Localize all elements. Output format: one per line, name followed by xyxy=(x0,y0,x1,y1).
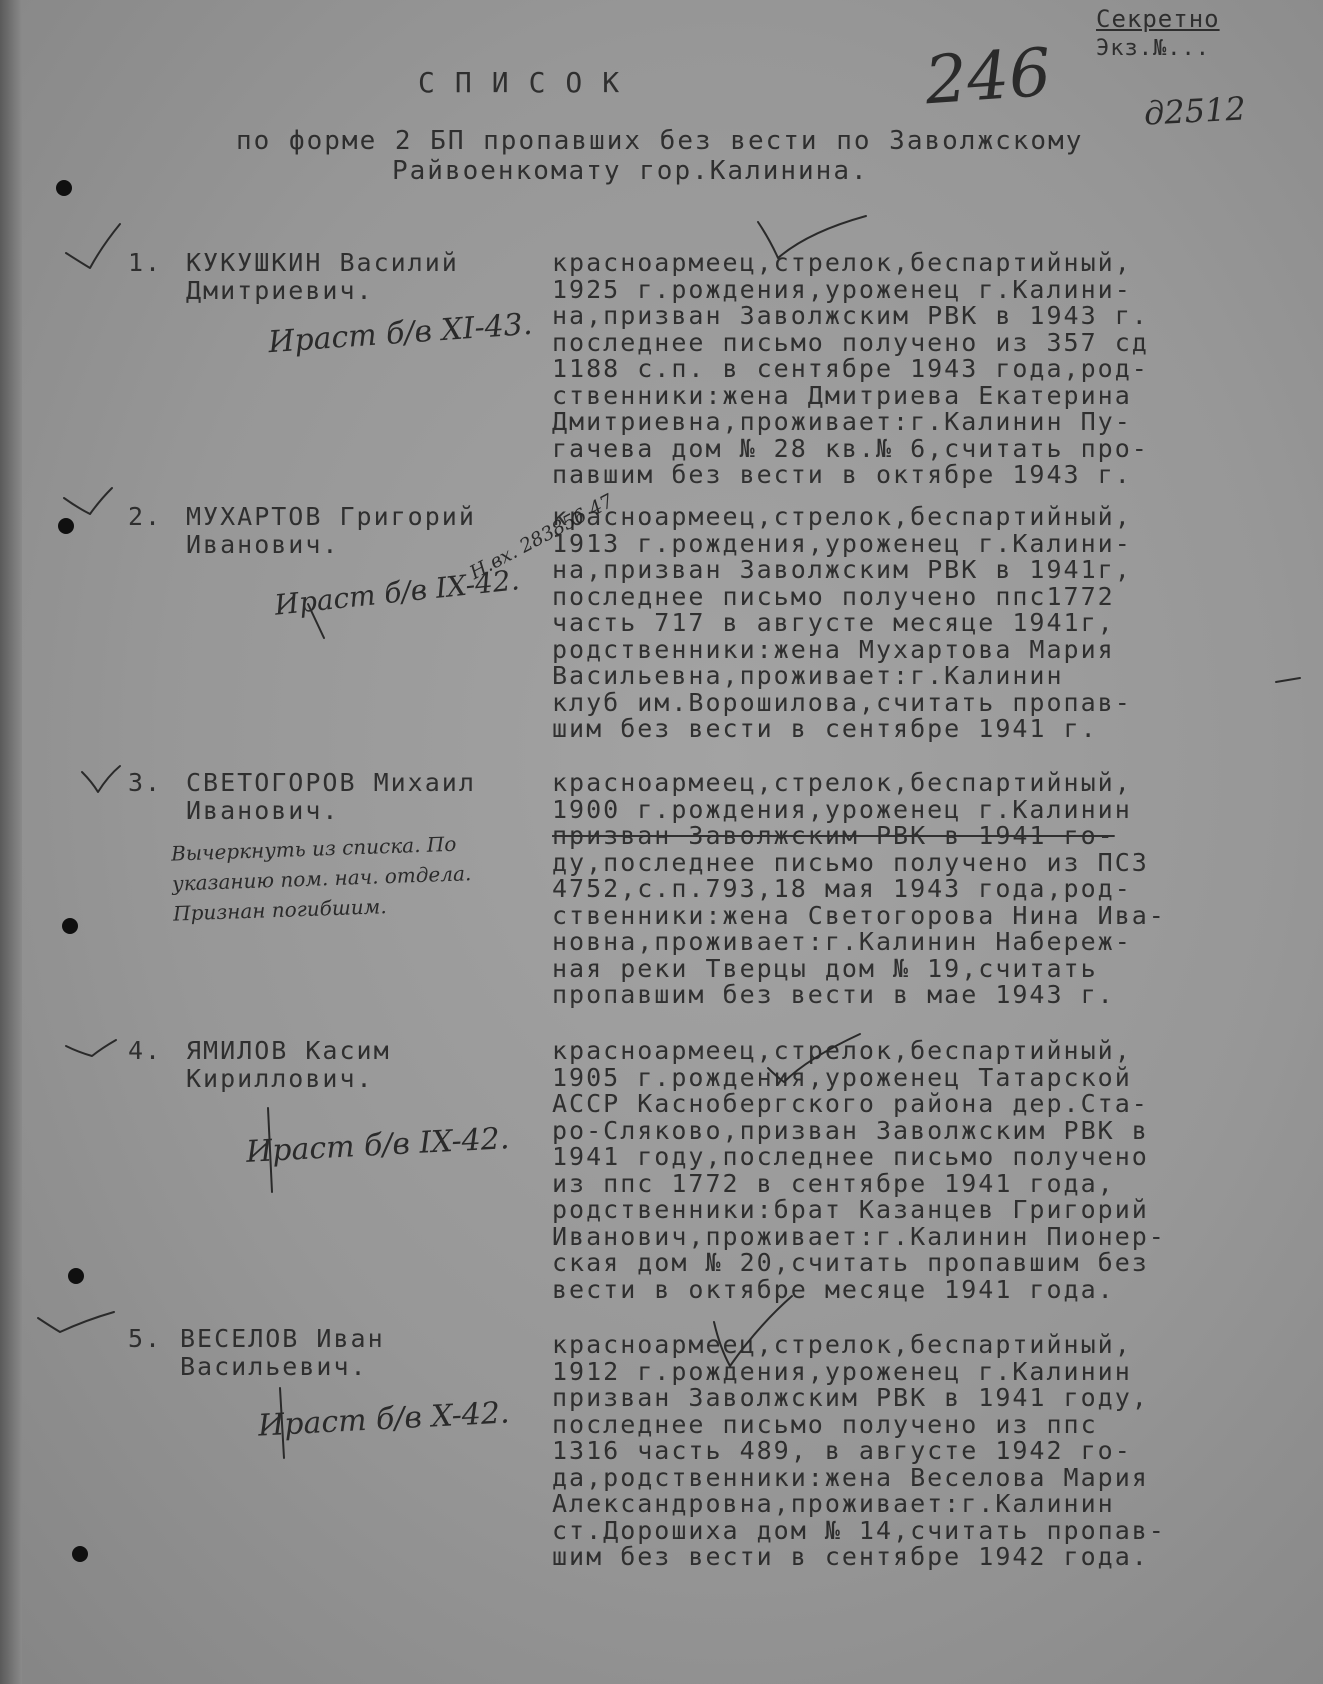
checkmark-icon xyxy=(66,224,120,268)
copy-number: Экз.№... xyxy=(1096,36,1210,61)
entry-details-line: на,призван Заволжским РВК в 1941г, xyxy=(552,555,1132,584)
document-subtitle-line-2: Райвоенкомату гор.Калинина. xyxy=(392,156,869,186)
entry-name-line-1: КУКУШКИН Василий xyxy=(186,248,459,277)
checkmark-icon xyxy=(66,1040,116,1056)
entry-details-line: из ппс 1772 в сентябре 1941 года, xyxy=(552,1168,1115,1198)
entry-name-line-1: МУХАРТОВ Григорий xyxy=(186,502,476,531)
entry-details-line: шим без вести в сентябре 1941 г. xyxy=(552,714,1098,743)
entry-details-line: ская дом № 20,считать пропавшим без xyxy=(552,1248,1149,1277)
handwritten-status-note: Ираст б/в XI-43. xyxy=(267,306,534,361)
entry-details-line: родственники:брат Казанцев Григорий xyxy=(552,1195,1149,1224)
entry-details-line: клуб им.Ворошилова,считать пропав- xyxy=(552,687,1132,717)
handwritten-annotation: Вычеркнуть из списка. По указанию пом. нач. отдела. Признан погибшим. xyxy=(170,831,472,926)
entry-details-line: гачева дом № 28 кв.№ 6,считать про- xyxy=(552,433,1149,463)
entry-details-line: 1941 году,последнее письмо получено xyxy=(552,1142,1149,1171)
entry-details-line: красноармеец,стрелок,беспартийный, xyxy=(552,248,1132,277)
entry-details-line: на,призван Заволжским РВК в 1943 г. xyxy=(552,301,1149,330)
entry-name-line-2: Иванович. xyxy=(186,530,340,559)
entry-details-line: красноармеец,стрелок,беспартийный, xyxy=(552,768,1132,797)
entry-details-line: Иванович,проживает:г.Калинин Пионер- xyxy=(552,1221,1166,1251)
entry-details-line: Васильевна,проживает:г.Калинин xyxy=(552,661,1064,690)
entry-details-line: 1925 г.рождения,уроженец г.Калини- xyxy=(552,274,1132,304)
document-subtitle-line-1: по форме 2 БП пропавших без вести по Заволжскому xyxy=(236,126,1084,156)
handwritten-incoming-reference: Н.вх. 283856 47 xyxy=(466,489,618,585)
entry-details-line: последнее письмо получено из ппс xyxy=(552,1409,1098,1439)
entry-details-line: 1913 г.рождения,уроженец г.Калини- xyxy=(552,528,1132,558)
handwritten-file-number: 246 xyxy=(922,33,1054,120)
punch-hole xyxy=(56,180,72,196)
handwritten-status-note: Ираст б/в IX-42. xyxy=(272,563,521,622)
entry-name-line-2: Иванович. xyxy=(186,796,340,825)
entry-details-line: ственники:жена Светогорова Нина Ива- xyxy=(552,900,1166,930)
classification-label: Секретно xyxy=(1096,5,1220,33)
entry-details-line: вести в октябре месяце 1941 года. xyxy=(552,1274,1115,1304)
entry-name-line-1: СВЕТОГОРОВ Михаил xyxy=(186,768,476,797)
punch-hole xyxy=(68,1268,84,1284)
entry-number: 4. xyxy=(128,1036,163,1065)
handwritten-archive-reference: д2512 xyxy=(1143,89,1247,133)
entry-details-line: павшим без вести в октябре 1943 г. xyxy=(552,460,1132,489)
check-dash-icon xyxy=(1276,678,1300,682)
entry-number: 5. xyxy=(128,1324,163,1353)
entry-name-line-1: ЯМИЛОВ Касим xyxy=(186,1036,391,1065)
entry-name-line-2: Дмитриевич. xyxy=(186,276,374,305)
entry-details-line: да,родственники:жена Веселова Мария xyxy=(552,1462,1149,1492)
entry-details-line: ст.Дорошиха дом № 14,считать пропав- xyxy=(552,1515,1166,1545)
entry-details-line: шим без вести в сентябре 1942 года. xyxy=(552,1542,1149,1571)
entry-details-line: 1316 часть 489, в августе 1942 го- xyxy=(552,1436,1132,1465)
entry-details-line: красноармеец,стрелок,беспартийный, xyxy=(552,1330,1132,1359)
punch-hole xyxy=(72,1546,88,1562)
entry-details-line: красноармеец,стрелок,беспартийный, xyxy=(552,1036,1132,1065)
entry-number: 3. xyxy=(128,768,163,797)
entry-details-line: Дмитриевна,проживает:г.Калинин Пу- xyxy=(552,407,1132,436)
checkmark-icon xyxy=(82,766,120,792)
entry-details-line: родственники:жена Мухартова Мария xyxy=(552,634,1115,664)
entry-details-line: последнее письмо получено ппс1772 xyxy=(552,581,1115,611)
entry-details-line: последнее письмо получено из 357 сд xyxy=(552,327,1149,357)
entry-details-line: ду,последнее письмо получено из ПСЗ xyxy=(552,847,1149,877)
entry-details-line: 1188 с.п. в сентябре 1943 года,род- xyxy=(552,354,1149,383)
entry-details-line: красноармеец,стрелок,беспартийный, xyxy=(552,502,1132,531)
entry-details-line: ная реки Тверцы дом № 19,считать xyxy=(552,953,1098,983)
entry-details-line: Александровна,проживает:г.Калинин xyxy=(552,1489,1115,1518)
entry-details-line: ственники:жена Дмитриева Екатерина xyxy=(552,380,1132,410)
entry-details-line: 1900 г.рождения,уроженец г.Калинин xyxy=(552,794,1132,824)
handwritten-status-note: Ираст б/в IX-42. xyxy=(245,1121,511,1170)
entry-details-line: часть 717 в августе месяце 1941г, xyxy=(552,608,1115,637)
entry-details-line: 1905 г.рождения,уроженец Татарской xyxy=(552,1062,1132,1092)
entry-name-line-2: Васильевич. xyxy=(180,1352,368,1381)
entry-name-line-1: ВЕСЕЛОВ Иван xyxy=(180,1324,385,1353)
entry-details-line: 4752,с.п.793,18 мая 1943 года,род- xyxy=(552,874,1132,903)
punch-hole xyxy=(58,518,74,534)
entry-details-line: призван Заволжским РВК в 1941 го- xyxy=(552,821,1115,850)
checkmark-icon xyxy=(38,1312,114,1332)
document-title: СПИСОК xyxy=(418,66,640,99)
entry-details-line: ро-Сляково,призван Заволжским РВК в xyxy=(552,1115,1149,1145)
entry-details-line: призван Заволжским РВК в 1941 году, xyxy=(552,1383,1149,1412)
entry-details-line: новна,проживает:г.Калинин Набереж- xyxy=(552,927,1132,956)
punch-hole xyxy=(62,918,78,934)
handwritten-status-note: Ираст б/в X-42. xyxy=(257,1395,511,1444)
entry-number: 1. xyxy=(128,248,163,277)
checkmark-icon xyxy=(64,488,112,514)
entry-details-line: 1912 г.рождения,уроженец г.Калинин xyxy=(552,1356,1132,1386)
entry-name-line-2: Кириллович. xyxy=(186,1064,374,1093)
entry-details-line: пропавшим без вести в мае 1943 г. xyxy=(552,980,1115,1009)
entry-details-line: АССР Каснобергского района дер.Ста- xyxy=(552,1089,1149,1118)
entry-number: 2. xyxy=(128,502,163,531)
